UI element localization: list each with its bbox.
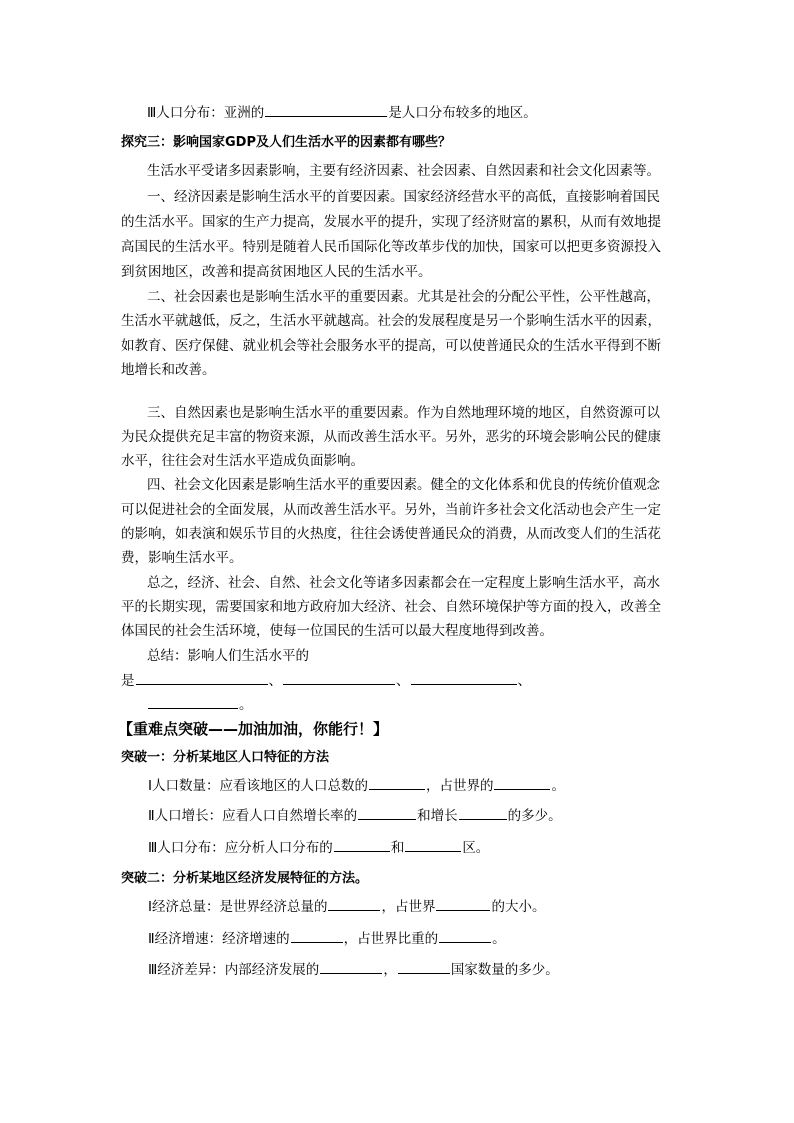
blank-line — [436, 898, 490, 911]
blank-line — [148, 696, 238, 709]
paragraph-line: 四、社会文化因素是影响生活水平的重要因素。健全的文化体系和优良的传统价值观念 — [147, 477, 660, 493]
blank-line — [405, 839, 461, 852]
text-fragment: 国家数量的多少。 — [450, 962, 559, 978]
population-distribution-method-line — [148, 839, 489, 856]
text-fragment: Ⅲ经济差异：内部经济发展的 — [148, 962, 320, 978]
paragraph-line: 一、经济因素是影响生活水平的首要因素。国家经济经营水平的高低，直接影响着国民 — [147, 189, 660, 205]
blank-line — [439, 930, 491, 943]
paragraph-line: 费，影响生活水平。 — [121, 550, 243, 566]
text-fragment: ，占世界 — [381, 899, 436, 915]
paragraph-line: 地增长和改善。 — [121, 362, 216, 378]
paragraph-line: 的影响，如表演和娱乐节目的火热度，往往会诱使普通民众的消费，从而改变人们的生活花 — [121, 526, 661, 542]
paragraph-line: 总之，经济、社会、自然、社会文化等诸多因素都会在一定程度上影响生活水平，高水 — [147, 575, 660, 591]
blank-line — [328, 898, 380, 911]
blank-line — [291, 930, 343, 943]
blank-line — [334, 839, 390, 852]
paragraph-line: 三、自然因素也是影响生活水平的重要因素。作为自然地理环境的地区，自然资源可以 — [147, 405, 660, 421]
paragraph-line: 体国民的社会生活环境，使每一位国民的生活可以最大程度地得到改善。 — [121, 623, 553, 639]
text-fragment: Ⅲ人口分布：亚洲的 — [147, 105, 265, 121]
text-fragment: 和 — [390, 840, 405, 856]
paragraph-line: 二、社会因素也是影响生活水平的重要因素。尤其是社会的分配公平性，公平性越高， — [147, 289, 660, 305]
paragraph-line: 水平，往往会对生活水平造成负面影响。 — [121, 453, 364, 469]
paragraph-line: 如教育、医疗保健、就业机会等社会服务水平的提高，可以使普通民众的生活水平得到不断 — [121, 338, 661, 354]
paragraph-line: 生活水平就越低，反之，生活水平就越高。社会的发展程度是另一个影响生活水平的因素， — [121, 313, 661, 329]
text-fragment: 、 — [517, 673, 531, 689]
population-quantity-line — [148, 777, 565, 794]
economy-difference-line — [148, 961, 559, 978]
text-fragment: 。 — [239, 697, 253, 713]
text-fragment: 是人口分布较多的地区。 — [388, 105, 537, 121]
paragraph-line: 平的长期实现，需要国家和地方政府加大经济、社会、自然环境保护等方面的投入，改善全 — [121, 599, 661, 615]
breakthrough-heading: 【重难点突破——加油加油，你能行！】 — [118, 720, 389, 738]
text-fragment: ，占世界的 — [425, 778, 494, 794]
text-fragment: Ⅱ经济增速：经济增速的 — [148, 931, 290, 947]
blank-line — [358, 807, 416, 820]
population-growth-line — [148, 807, 562, 824]
text-fragment: 的多少。 — [507, 808, 562, 824]
text-fragment: 的大小。 — [491, 899, 546, 915]
text-fragment: ， — [383, 962, 397, 978]
text-fragment: ，占世界比重的 — [343, 931, 439, 947]
breakthrough-two-title: 突破二：分析某地区经济发展特征的方法。 — [121, 871, 369, 886]
text-fragment: 和增长 — [417, 808, 458, 824]
blank-line — [398, 961, 450, 974]
summary-label: 总结：影响人们生活水平的 — [147, 648, 309, 664]
text-fragment: Ⅰ人口数量：应看该地区的人口总数的 — [148, 778, 368, 794]
blank-line — [265, 104, 387, 117]
text-fragment: 。 — [492, 931, 506, 947]
breakthrough-one-title: 突破一：分析某地区人口特征的方法 — [121, 750, 330, 765]
blank-line — [494, 777, 550, 790]
paragraph-line: 可以促进社会的全面发展，从而改善生活水平。另外，当前许多社会文化活动也会产生一定 — [121, 502, 661, 518]
text-fragment: Ⅱ人口增长：应看人口自然增长率的 — [148, 808, 358, 824]
text-fragment: 区。 — [462, 840, 490, 856]
blank-line — [320, 961, 382, 974]
economy-growth-line — [148, 930, 506, 947]
paragraph-line: 为民众提供充足丰富的物资来源，从而改善生活水平。另外，恶劣的环境会影响公民的健康 — [121, 429, 661, 445]
paragraph-line: 生活水平受诸多因素影响，主要有经济因素、社会因素、自然因素和社会文化因素等。 — [147, 163, 660, 179]
text-fragment: 、 — [268, 673, 282, 689]
blank-line — [283, 672, 395, 685]
text-fragment: 是 — [121, 673, 135, 689]
blank-line — [411, 672, 517, 685]
blank-line — [459, 807, 507, 820]
summary-blanks-line — [121, 672, 531, 689]
blank-line — [136, 672, 268, 685]
text-fragment: Ⅲ人口分布：应分析人口分布的 — [148, 840, 333, 856]
blank-line — [369, 777, 425, 790]
paragraph-line: 的生活水平。国家的生产力提高，发展水平的提升，实现了经济财富的累积，从而有效地提 — [121, 214, 661, 230]
population-distribution-line — [147, 104, 537, 121]
inquiry-three-title: 探究三：影响国家GDP及人们生活水平的因素都有哪些？ — [121, 135, 451, 150]
text-fragment: 。 — [551, 778, 565, 794]
economy-total-line — [148, 898, 545, 915]
summary-blanks-line — [147, 696, 253, 713]
text-fragment: Ⅰ经济总量：是世界经济总量的 — [148, 899, 328, 915]
paragraph-line: 到贫困地区，改善和提高贫困地区人民的生活水平。 — [121, 264, 432, 280]
paragraph-line: 高国民的生活水平。特别是随着人民币国际化等改革步伐的加快，国家可以把更多资源投入 — [121, 239, 661, 255]
text-fragment: 、 — [396, 673, 410, 689]
